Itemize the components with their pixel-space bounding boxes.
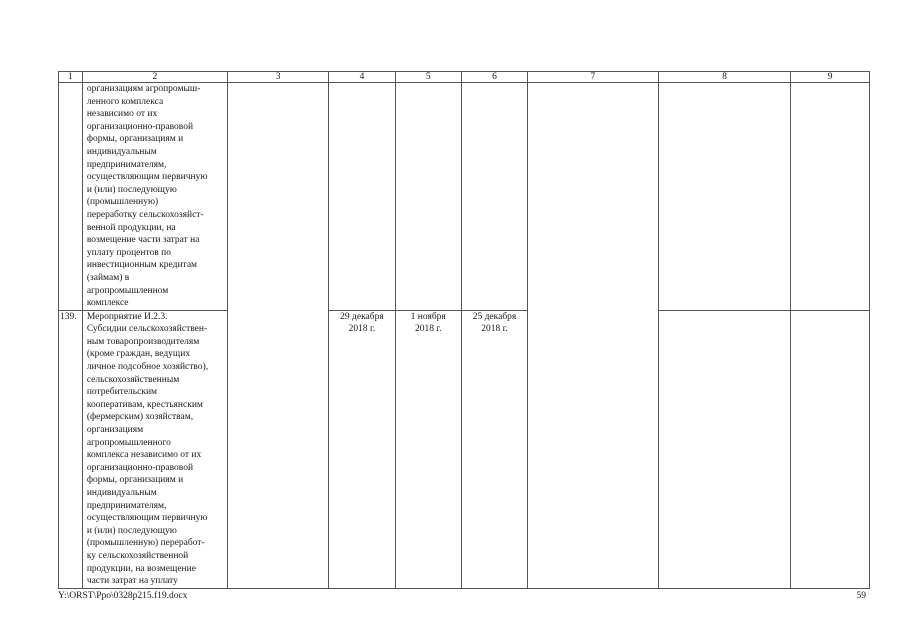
text-line: агропромышленного	[86, 437, 171, 448]
text-line: 2018 г.	[348, 324, 376, 335]
cell-executor	[227, 83, 329, 311]
column-header-4: 4	[329, 72, 395, 83]
text-line: переработку сельскохозяйст-	[86, 209, 204, 220]
text-line: части затрат на уплату	[86, 576, 178, 587]
footer-file-path: Y:\ORST\Ppo\0328p215.f19.docx	[58, 591, 188, 601]
text-line: (промышленную) переработ-	[86, 538, 205, 549]
column-header-6: 6	[461, 72, 527, 83]
text-line: 1 ноября	[410, 311, 446, 322]
text-line: 2018 г.	[481, 324, 508, 335]
cell-executor	[227, 310, 329, 588]
text-line: агропромышленном	[86, 285, 169, 296]
text-line: продукции, на возмещение	[86, 563, 196, 574]
text-line: организационно-правовой	[86, 121, 194, 132]
text-line: индивидуальным	[86, 488, 157, 498]
cell-description	[82, 310, 227, 588]
cell-col4	[329, 83, 395, 311]
text-line: организациям агропромыш-	[86, 84, 201, 94]
text-line: (промышленную)	[86, 197, 159, 208]
cell-col5-date	[395, 310, 461, 588]
cell-number	[59, 83, 83, 311]
text-line: личное подсобное хозяйство),	[86, 362, 209, 373]
text-line: уплату процентов по	[86, 247, 171, 258]
text-line: предпринимателям,	[86, 500, 167, 511]
text-line: ленного комплекса	[86, 96, 164, 107]
text-line: ным товаропроизводителям	[86, 336, 200, 347]
text-line: осуществляющим первичную	[86, 172, 208, 183]
text-line: (фермерским) хозяйствам,	[86, 412, 194, 423]
column-header-7: 7	[528, 72, 659, 83]
text-line: возмещение части затрат на	[86, 235, 200, 246]
cell-col9	[791, 310, 870, 588]
cell-col8	[658, 310, 791, 588]
column-header-5: 5	[395, 72, 461, 83]
text-line: комплекса независимо от их	[86, 450, 202, 461]
text-line: (кроме граждан, ведущих	[86, 349, 191, 360]
text-line: сельскохозяйственным	[86, 374, 180, 385]
cell-col8	[658, 83, 791, 311]
text-line: 2018 г.	[414, 324, 442, 335]
cell-col7	[528, 83, 659, 311]
cell-number: 139.	[59, 310, 83, 588]
text-line: и (или) последующую	[86, 184, 177, 195]
text-line: независимо от их	[86, 109, 158, 120]
text-line: Субсидии сельскохозяйствен-	[86, 324, 208, 335]
text-line: инвестиционным кредитам	[86, 260, 198, 271]
text-line: Мероприятие И.2.3.	[86, 311, 168, 322]
text-line: формы, организациям и	[86, 134, 184, 145]
text-line: организационно-правовой	[86, 462, 194, 473]
text-line: и (или) последующую	[86, 525, 177, 536]
column-header-3: 3	[227, 72, 329, 83]
cell-col4-date	[329, 310, 395, 588]
text-line: комплексе	[86, 298, 129, 309]
text-line: кооперативам, крестьянским	[86, 399, 203, 410]
program-table	[58, 71, 870, 589]
column-header-8: 8	[658, 72, 791, 83]
text-line: формы, организациям и	[86, 475, 184, 486]
text-line: организациям	[86, 425, 144, 436]
cell-col6-date	[461, 310, 527, 588]
text-line: предпринимателям,	[86, 159, 167, 170]
text-line: индивидуальным	[86, 146, 157, 157]
cell-description	[82, 83, 227, 311]
text-line: венной продукции, на	[86, 222, 176, 233]
column-number-header-row	[59, 72, 870, 83]
cell-col6	[461, 83, 527, 311]
cell-col9	[791, 83, 870, 311]
column-header-1: 1	[59, 72, 83, 83]
text-line: осуществляющим первичную	[86, 513, 208, 524]
page-number: 59	[856, 591, 866, 601]
text-line: потребительским	[86, 387, 158, 398]
cell-col7	[528, 310, 659, 588]
column-header-2: 2	[82, 72, 227, 83]
cell-col5	[395, 83, 461, 311]
text-line: (займам) в	[86, 272, 130, 283]
text-line: 29 декабря	[340, 311, 384, 322]
table-row-139	[59, 310, 870, 588]
text-line: ку сельскохозяйственной	[86, 550, 189, 561]
text-line: 25 декабря	[472, 311, 517, 322]
column-header-9: 9	[791, 72, 870, 83]
table-row-continuation	[59, 83, 870, 311]
